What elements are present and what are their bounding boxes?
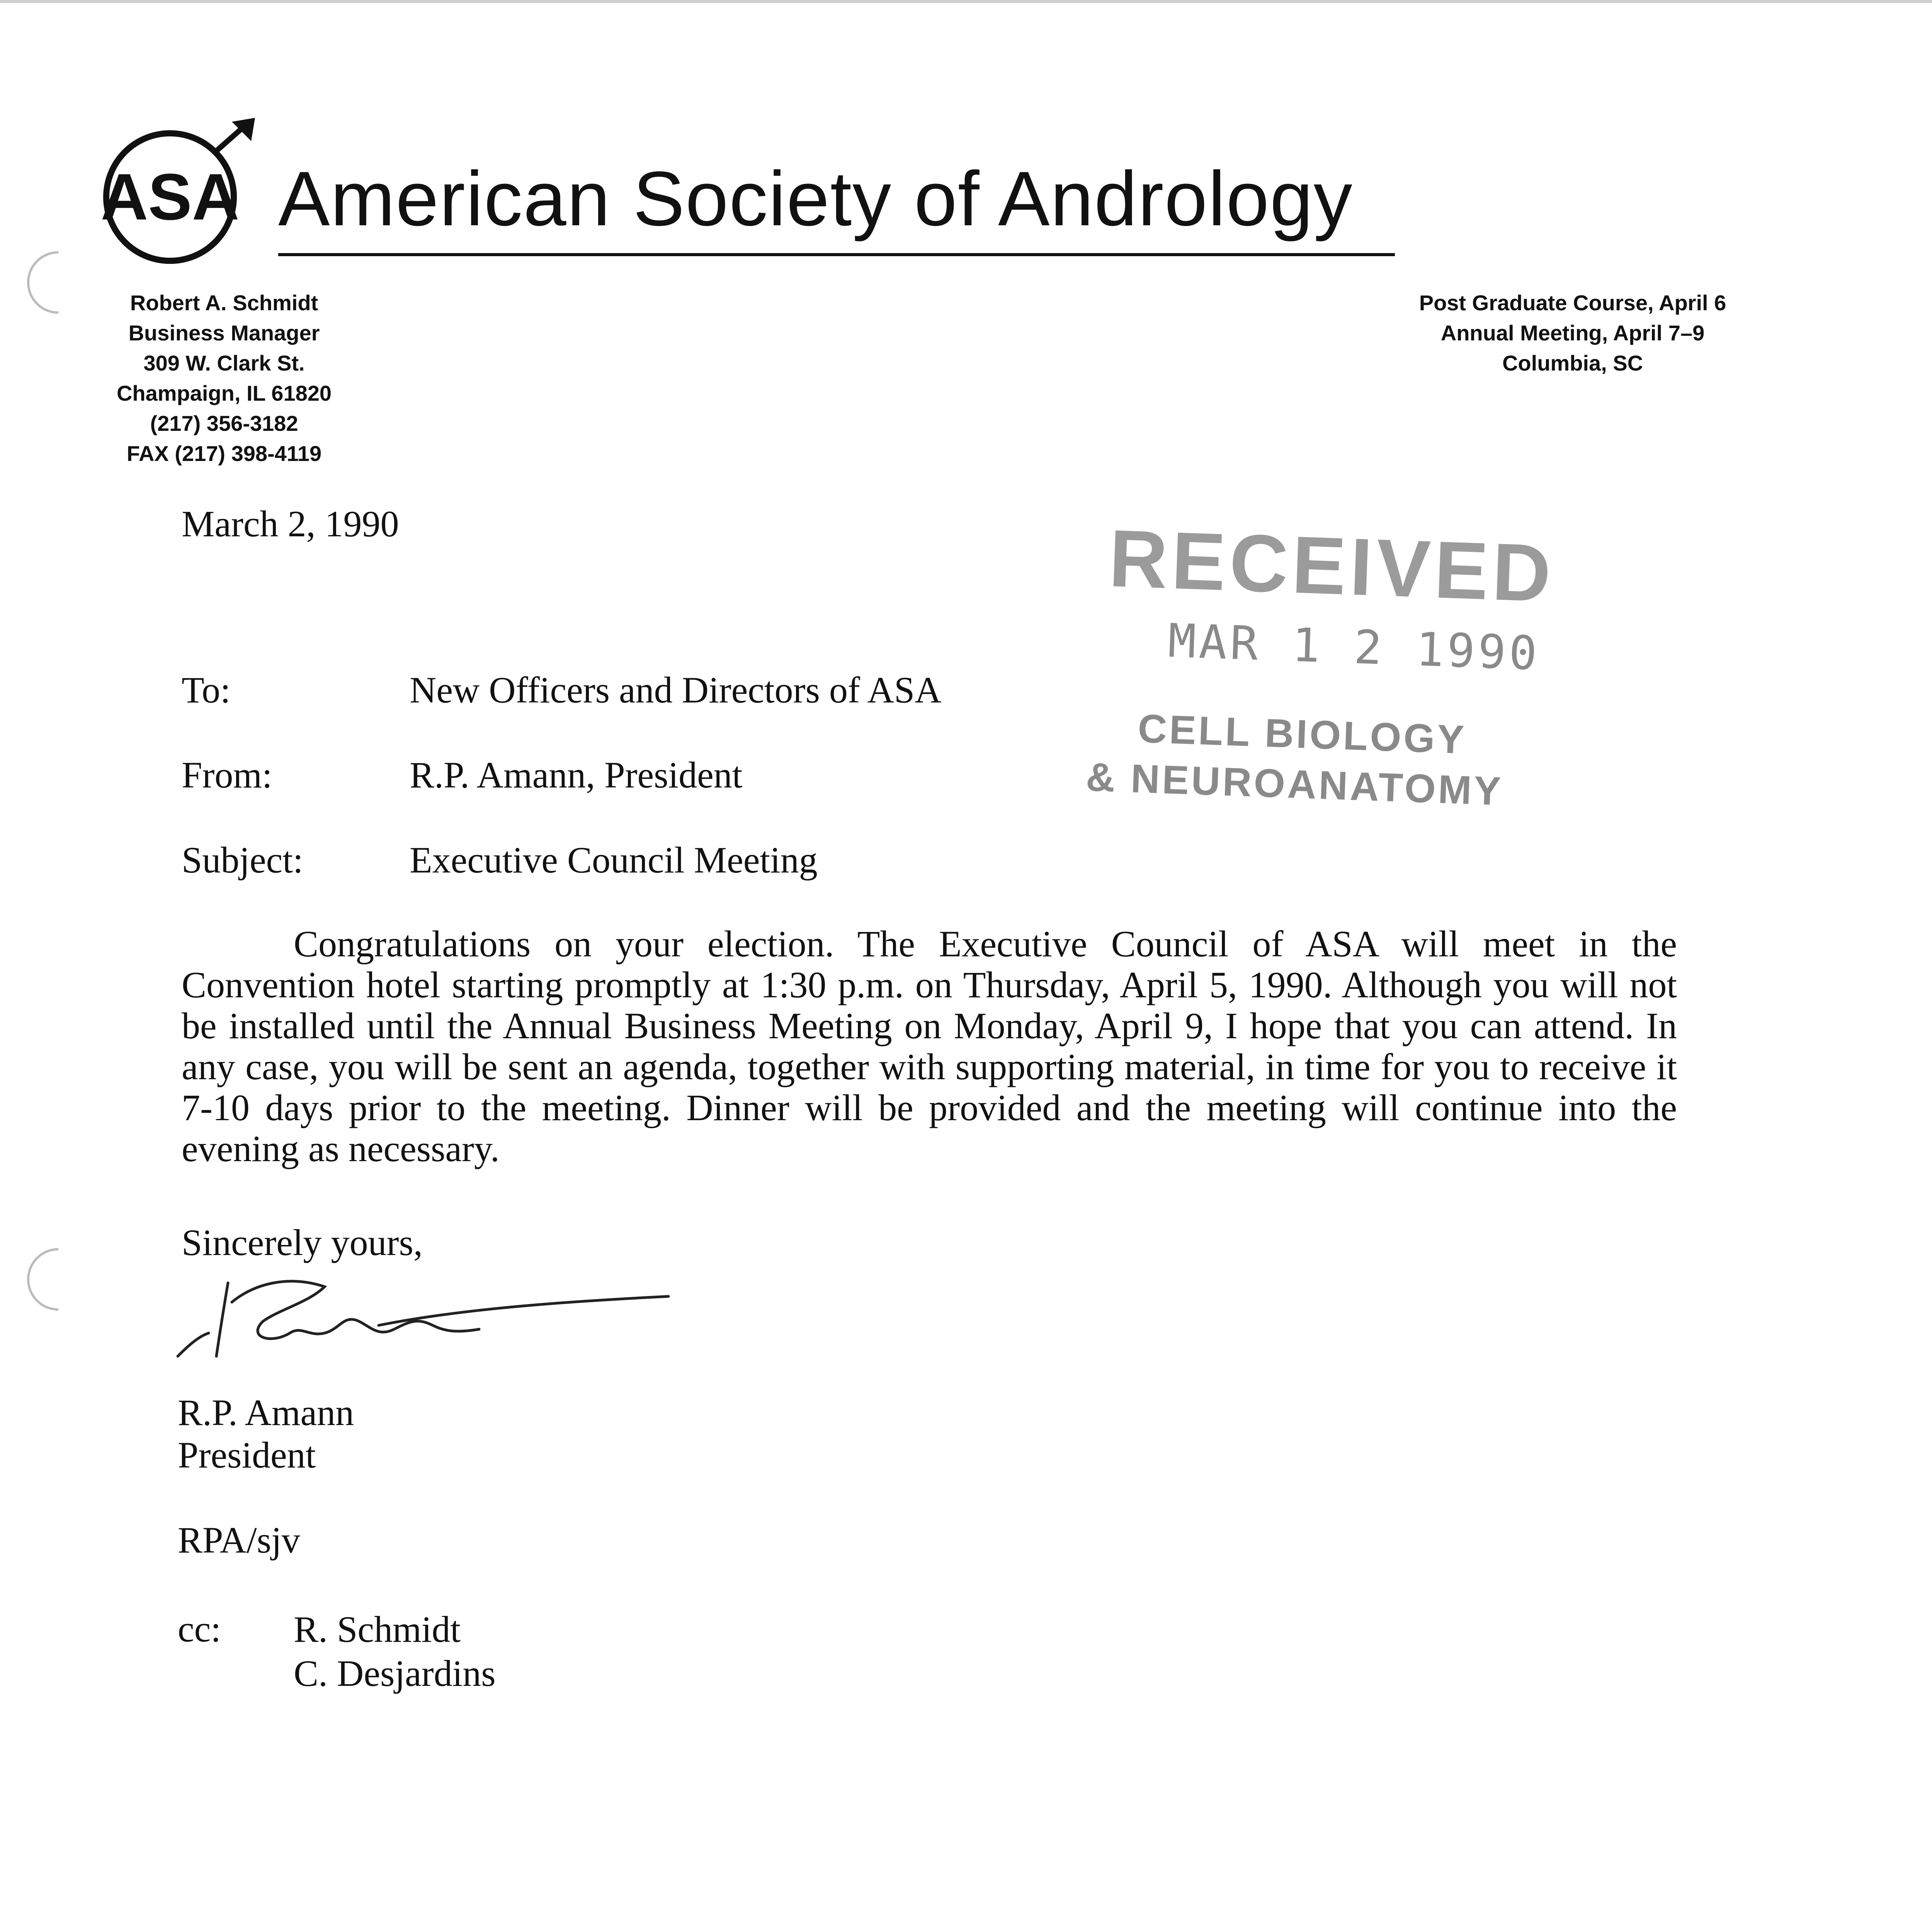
to-label: To: xyxy=(182,669,231,711)
manager-line: Robert A. Schmidt xyxy=(130,291,318,315)
cc-label: cc: xyxy=(178,1608,221,1650)
letterhead-rule xyxy=(278,253,1395,256)
cc-name: R. Schmidt xyxy=(294,1609,461,1650)
manager-line: FAX (217) 398-4119 xyxy=(126,441,322,466)
received-stamp xyxy=(1084,511,1556,841)
letter-date: March 2, 1990 xyxy=(182,503,399,544)
meeting-info-block xyxy=(1376,288,1770,378)
signer-title: President xyxy=(178,1434,316,1476)
typist-initials: RPA/sjv xyxy=(178,1519,300,1561)
from-value: R.P. Amann, President xyxy=(410,754,743,796)
to-value: New Officers and Directors of ASA xyxy=(410,669,942,711)
page-top-edge xyxy=(0,0,1932,3)
stamp-department-line: CELL BIOLOGY xyxy=(1137,706,1467,763)
meeting-line: Columbia, SC xyxy=(1502,351,1643,375)
cc-name: C. Desjardins xyxy=(294,1653,496,1694)
hole-punch-middle xyxy=(14,1235,102,1323)
subject-label: Subject: xyxy=(182,839,303,881)
from-label: From: xyxy=(182,754,272,796)
letter-body: Congratulations on your election. The Executive Council of ASA will meet in the Convention hotel starting promptly at 1:30 p.m. on Thursday, April 5, 1990. Although you will not be installed until the Annual Business Meeting on Monday, April 9, I hope that you can attend. In any case, you will be sent an agenda, together with supporting material, in time for you to receive it 7-10 days prior to the meeting. Dinner will be provided and the meeting will continue into the evening as necessary. xyxy=(182,923,1677,1169)
meeting-line: Annual Meeting, April 7–9 xyxy=(1440,321,1705,345)
asa-logo-icon xyxy=(97,116,259,278)
signer-name: R.P. Amann xyxy=(178,1392,354,1433)
manager-line: Business Manager xyxy=(128,321,320,345)
cc-list xyxy=(294,1607,496,1696)
stamp-date: MAR 1 2 1990 xyxy=(1167,614,1541,681)
meeting-line: Post Graduate Course, April 6 xyxy=(1419,291,1726,315)
manager-line: Champaign, IL 61820 xyxy=(116,381,332,405)
logo-text: ASA xyxy=(100,160,240,234)
closing: Sincerely yours, xyxy=(182,1222,423,1263)
business-manager-block xyxy=(81,288,367,469)
subject-value: Executive Council Meeting xyxy=(410,839,818,881)
stamp-department-line: & NEUROANATOMY xyxy=(1085,755,1504,814)
manager-line: (217) 356-3182 xyxy=(150,411,298,435)
stamp-received-text: RECEIVED xyxy=(1107,512,1556,619)
org-name: American Society of Andrology xyxy=(278,156,1353,242)
manager-line: 309 W. Clark St. xyxy=(143,351,305,375)
